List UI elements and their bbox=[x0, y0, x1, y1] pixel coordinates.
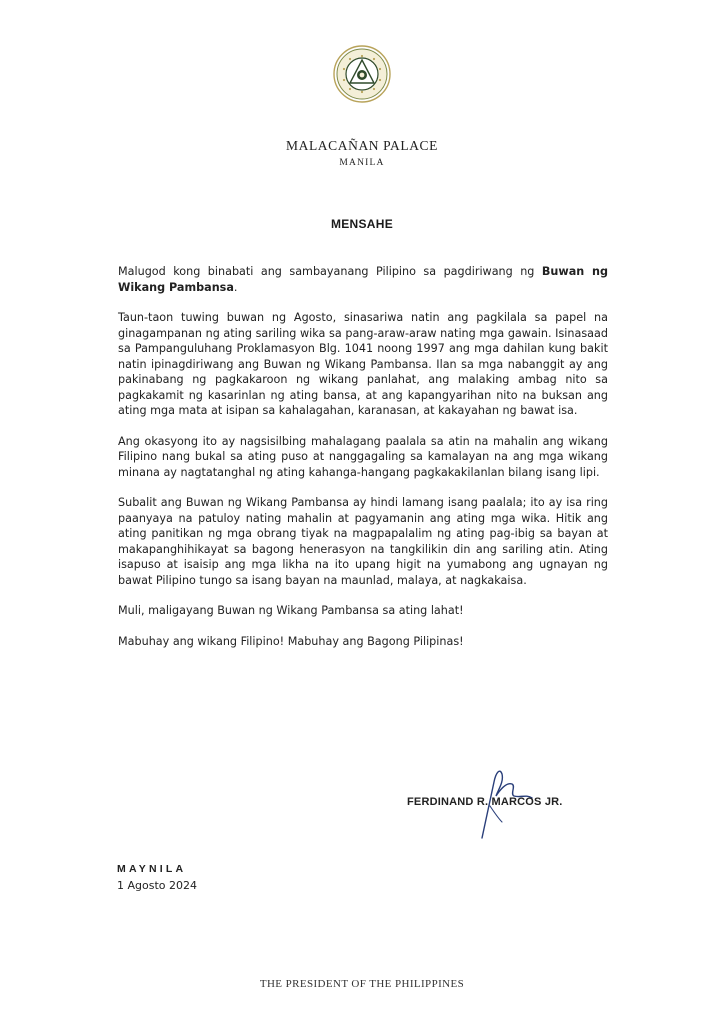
message-title: MENSAHE bbox=[330, 217, 394, 231]
celebration-name: Buwan ng Wikang Pambansa bbox=[118, 265, 608, 294]
presidential-seal-icon bbox=[333, 45, 391, 103]
message-body bbox=[118, 264, 608, 664]
footer-title: THE PRESIDENT OF THE PHILIPPINES bbox=[259, 978, 465, 990]
paragraph-salutation: Mabuhay ang wikang Filipino! Mabuhay ang Bagong Pilipinas! bbox=[118, 634, 464, 648]
palace-city: MANILA bbox=[339, 158, 385, 168]
dateline-date: 1 Agosto 2024 bbox=[117, 879, 197, 892]
paragraph-reminder: Ang okasyong ito ay nagsisilbing mahalagang paalala sa atin na mahalin ang wikang Filipino nang bukal sa ating puso at nanggagaling sa kamalayan na ang mga wikang minana ay nagtatanghal ng ating kahanga-hangang pagkakakilanlan bilang isang lipi. bbox=[118, 434, 608, 479]
paragraph-invitation: Subalit ang Buwan ng Wikang Pambansa ay hindi lamang isang paalala; ito ay isa ring paanyaya na patuloy nating mahalin at pagyamanin ang ating mga wika. Hitik ang ating panitikan ng mga obrang tiyak na magpapalalim ng ating pag-ibig sa bayan at makapanghihikayat sa bagong henerasyon na tangkilikin din ang sariling atin. Ating isapuso at isaisip ang mga likha na ito upang higit na yumabong ang ugnayan ng bawat Pilipino tungo sa isang bayan na maunlad, malaya, at nagkakaisa. bbox=[118, 496, 608, 587]
palace-name: MALACAÑAN PALACE bbox=[286, 138, 438, 153]
paragraph-history: Taun-taon tuwing buwan ng Agosto, sinasariwa natin ang pagkilala sa papel na ginagampanan ng ating sariling wika sa pang-araw-araw nating mga gawain. Isinasaad sa Pampanguluhang Proklamasyon Blg. 1041 noong 1997 ang mga dahilan kung bakit natin ipinagdiriwang ang Buwan ng Wikang Pambansa. Ilan sa mga nabanggit ay ang pakinabang ng pagkakaroon ng wikang panlahat, ang malaking ambag nito sa pagkakamit ng kasarinlan ng ating bansa, at ang kapangyarihan nito na buksan ang ating mga mata at isipan sa kahalagahan, karanasan, at kakayahan ng bawat isa. bbox=[118, 311, 608, 417]
dateline-place: MAYNILA bbox=[117, 863, 187, 875]
paragraph-greeting-closing: Muli, maligayang Buwan ng Wikang Pambansa sa ating lahat! bbox=[118, 604, 464, 617]
signatory-name: FERDINAND R. MARCOS JR. bbox=[407, 796, 563, 808]
paragraph-greeting: Malugod kong binabati ang sambayanang Pilipino sa pagdiriwang ng Buwan ng Wikang Pambansa. bbox=[118, 265, 608, 294]
